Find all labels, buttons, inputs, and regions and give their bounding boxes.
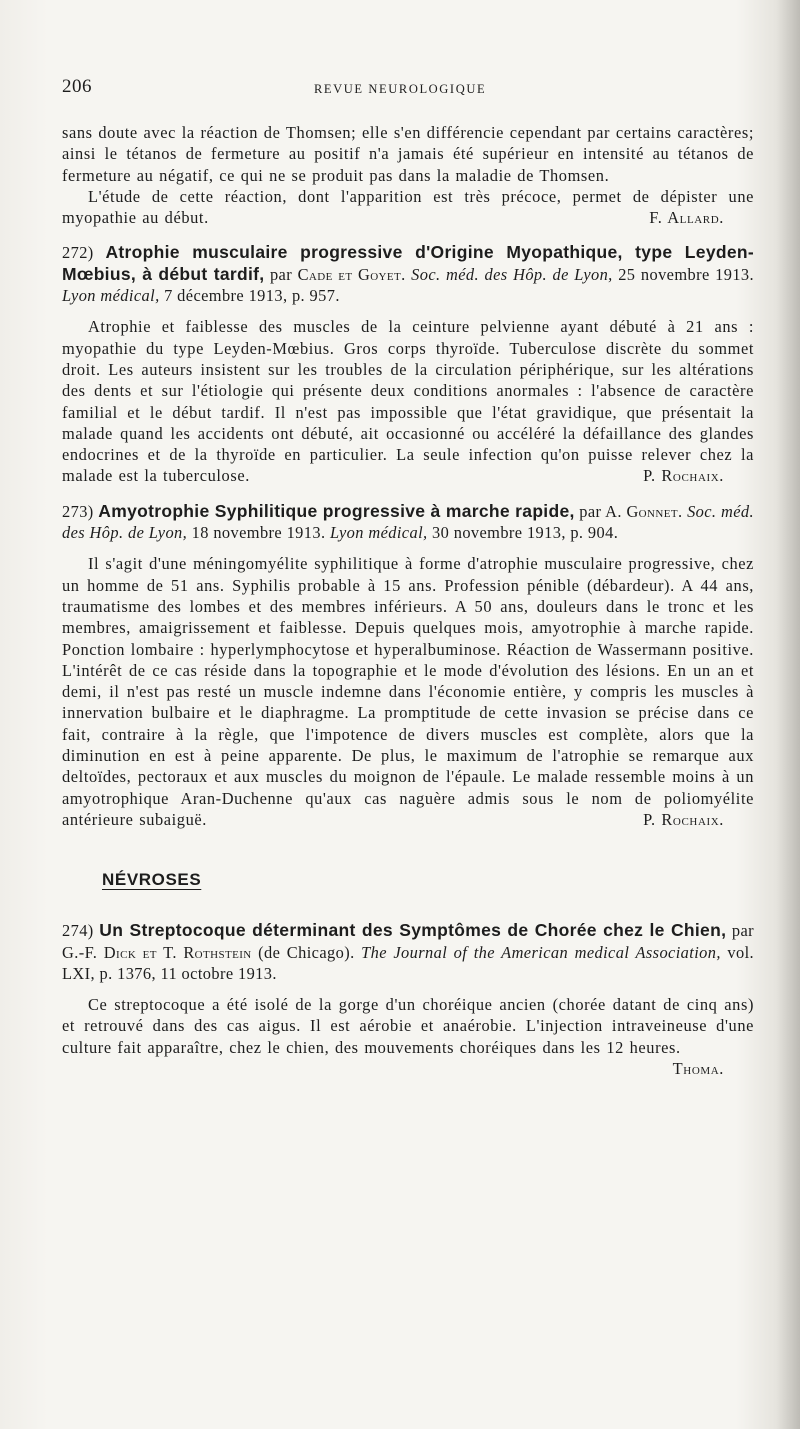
article-274-place: (de Chicago). (258, 942, 355, 962)
article-272-authors: Cade et Goyet. (297, 264, 406, 284)
article-273-title: Amyotrophie Syphilitique progressive à marche rapide, (98, 500, 575, 521)
section-heading-nevroses: NÉVROSES (102, 870, 202, 890)
intro-paragraph-2-text: L'étude de cette réaction, dont l'apparition est très précoce, permet de dépister une myopathie au début. (62, 186, 754, 228)
article-272-heading (62, 242, 754, 306)
article-272-title: Atrophie musculaire progressive d'Origine Myopathique, type Leyden-Mœbius, à début tardif, (62, 242, 755, 284)
intro-paragraph-1: sans doute avec la réaction de Thomsen; elle s'en différencie cependant par certains caractères; ainsi le tétanos de fermeture au positif n'a jamais été supérieur en intensité au tétanos de fermeture au négatif, ce qui ne se produit pas dans la maladie de Thomsen. (62, 123, 754, 185)
page-number: 206 (62, 76, 92, 97)
article-273-abstract-text: Il s'agit d'une méningomyélite syphilitique à forme d'atrophie musculaire progressive, chez un homme de 51 ans. Syphilis probable à 15 ans. Profession pénible (débardeur). A 44 ans, traumatisme des lombes et des membres inférieurs. A 50 ans, douleurs dans le tronc et les membres, amaigrissement et faiblesse. Depuis quelques mois, amyotrophie à marche rapide. Ponction lombaire : hyperlymphocytose et hyperalbuminose. Réaction de Wassermann positive. L'intérêt de ce cas réside dans la topographie et le mode d'évolution des lésions. En un an et demi, il n'est pas resté un muscle indemne dans l'économie entière, y compris les muscles à innervation bulbaire et le diaphragme. La promptitude de cette invasion se précise dans ce fait, contraire à la règle, que l'impotence de divers muscles est complète, alors que la diminution en est à peine apparente. De plus, le maximum de l'atrophie se remarque aux deltoïdes, pectoraux et aux muscles du moignon de l'épaule. Le malade ressemble moins à un amyotrophique Aran-Duchenne qu'aux cas naguère admis sous le nom de poliomyélite antérieure subaiguë. (62, 554, 754, 829)
article-272-signature: P. Rochaix. (643, 466, 724, 486)
article-273-ref-prefix: par A. (579, 501, 622, 521)
article-274-heading (62, 920, 754, 984)
article-273-date: 18 novembre 1913. (191, 523, 326, 543)
article-274-title: Un Streptocoque déterminant des Symptômes de Chorée chez le Chien, (99, 920, 727, 941)
article-274-abstract-text: Ce streptocoque a été isolé de la gorge d'un choréique ancien (chorée datant de cinq ans) et retrouvé dans des cas aigus. Il est aérobie et anaérobie. L'injection intraveineuse d'une culture fait apparaître, chez le chien, des mouvements choréiques dans les 12 heures. (62, 995, 754, 1057)
page-content (62, 122, 754, 1079)
article-272-details: 7 décembre 1913, p. 957. (164, 286, 340, 306)
intro-paragraph-2 (62, 186, 754, 229)
article-274 (62, 920, 754, 1079)
article-272-abstract (62, 316, 754, 486)
article-274-details: vol. LXI, p. 1376, 11 octobre 1913. (62, 942, 755, 983)
article-272-date: 25 novembre 1913. (618, 264, 755, 284)
article-273-heading (62, 501, 754, 544)
article-272 (62, 242, 754, 486)
article-273-signature: P. Rochaix. (643, 809, 724, 829)
article-273-authors: Gonnet. (626, 501, 683, 521)
article-272-ref-prefix: par (269, 264, 293, 284)
article-274-number: 274) (62, 921, 94, 941)
article-274-ref-prefix: par (731, 921, 755, 941)
article-273-abstract (62, 553, 754, 830)
article-273-journal-2: Lyon médical, (329, 523, 428, 543)
article-272-abstract-text: Atrophie et faiblesse des muscles de la ceinture pelvienne ayant débuté à 21 ans : myopathie du type Leyden-Mœbius. Gros corps thyroïde. Tuberculose discrète du sommet droit. Les auteurs insistent sur les troubles de la circulation périphérique, sur les altérations des dents et sur l'étiologie qui présente deux conditions anormales : l'absence de caractère familial et le début tardif. Il n'est pas impossible que l'état gravidique, que présentait la malade quand les accidents ont débuté, ait occasionné ou accéléré la défaillance des glandes endocrines et de la thyroïde en particulier. La seule infection qu'on puisse relever chez la malade est la tuberculose. (62, 317, 754, 486)
article-272-journal: Soc. méd. des Hôp. de Lyon, (411, 264, 613, 284)
article-274-authors: G.-F. Dick et T. Rothstein (62, 942, 252, 962)
page-header (62, 76, 742, 98)
article-274-journal: The Journal of the American medical Association, (361, 942, 721, 962)
article-272-number: 272) (62, 243, 94, 263)
article-272-journal-2: Lyon médical, (62, 286, 160, 306)
article-273-journal: Soc. méd. des Hôp. de Lyon, (62, 501, 755, 543)
article-273-number: 273) (62, 501, 94, 521)
running-title: REVUE NEUROLOGIQUE (314, 82, 487, 96)
article-273 (62, 501, 754, 830)
article-273-details: 30 novembre 1913, p. 904. (432, 523, 619, 543)
article-274-signature: Thoma. (672, 1058, 724, 1078)
intro-signature: F. Allard. (649, 208, 724, 228)
article-274-abstract (62, 994, 754, 1078)
